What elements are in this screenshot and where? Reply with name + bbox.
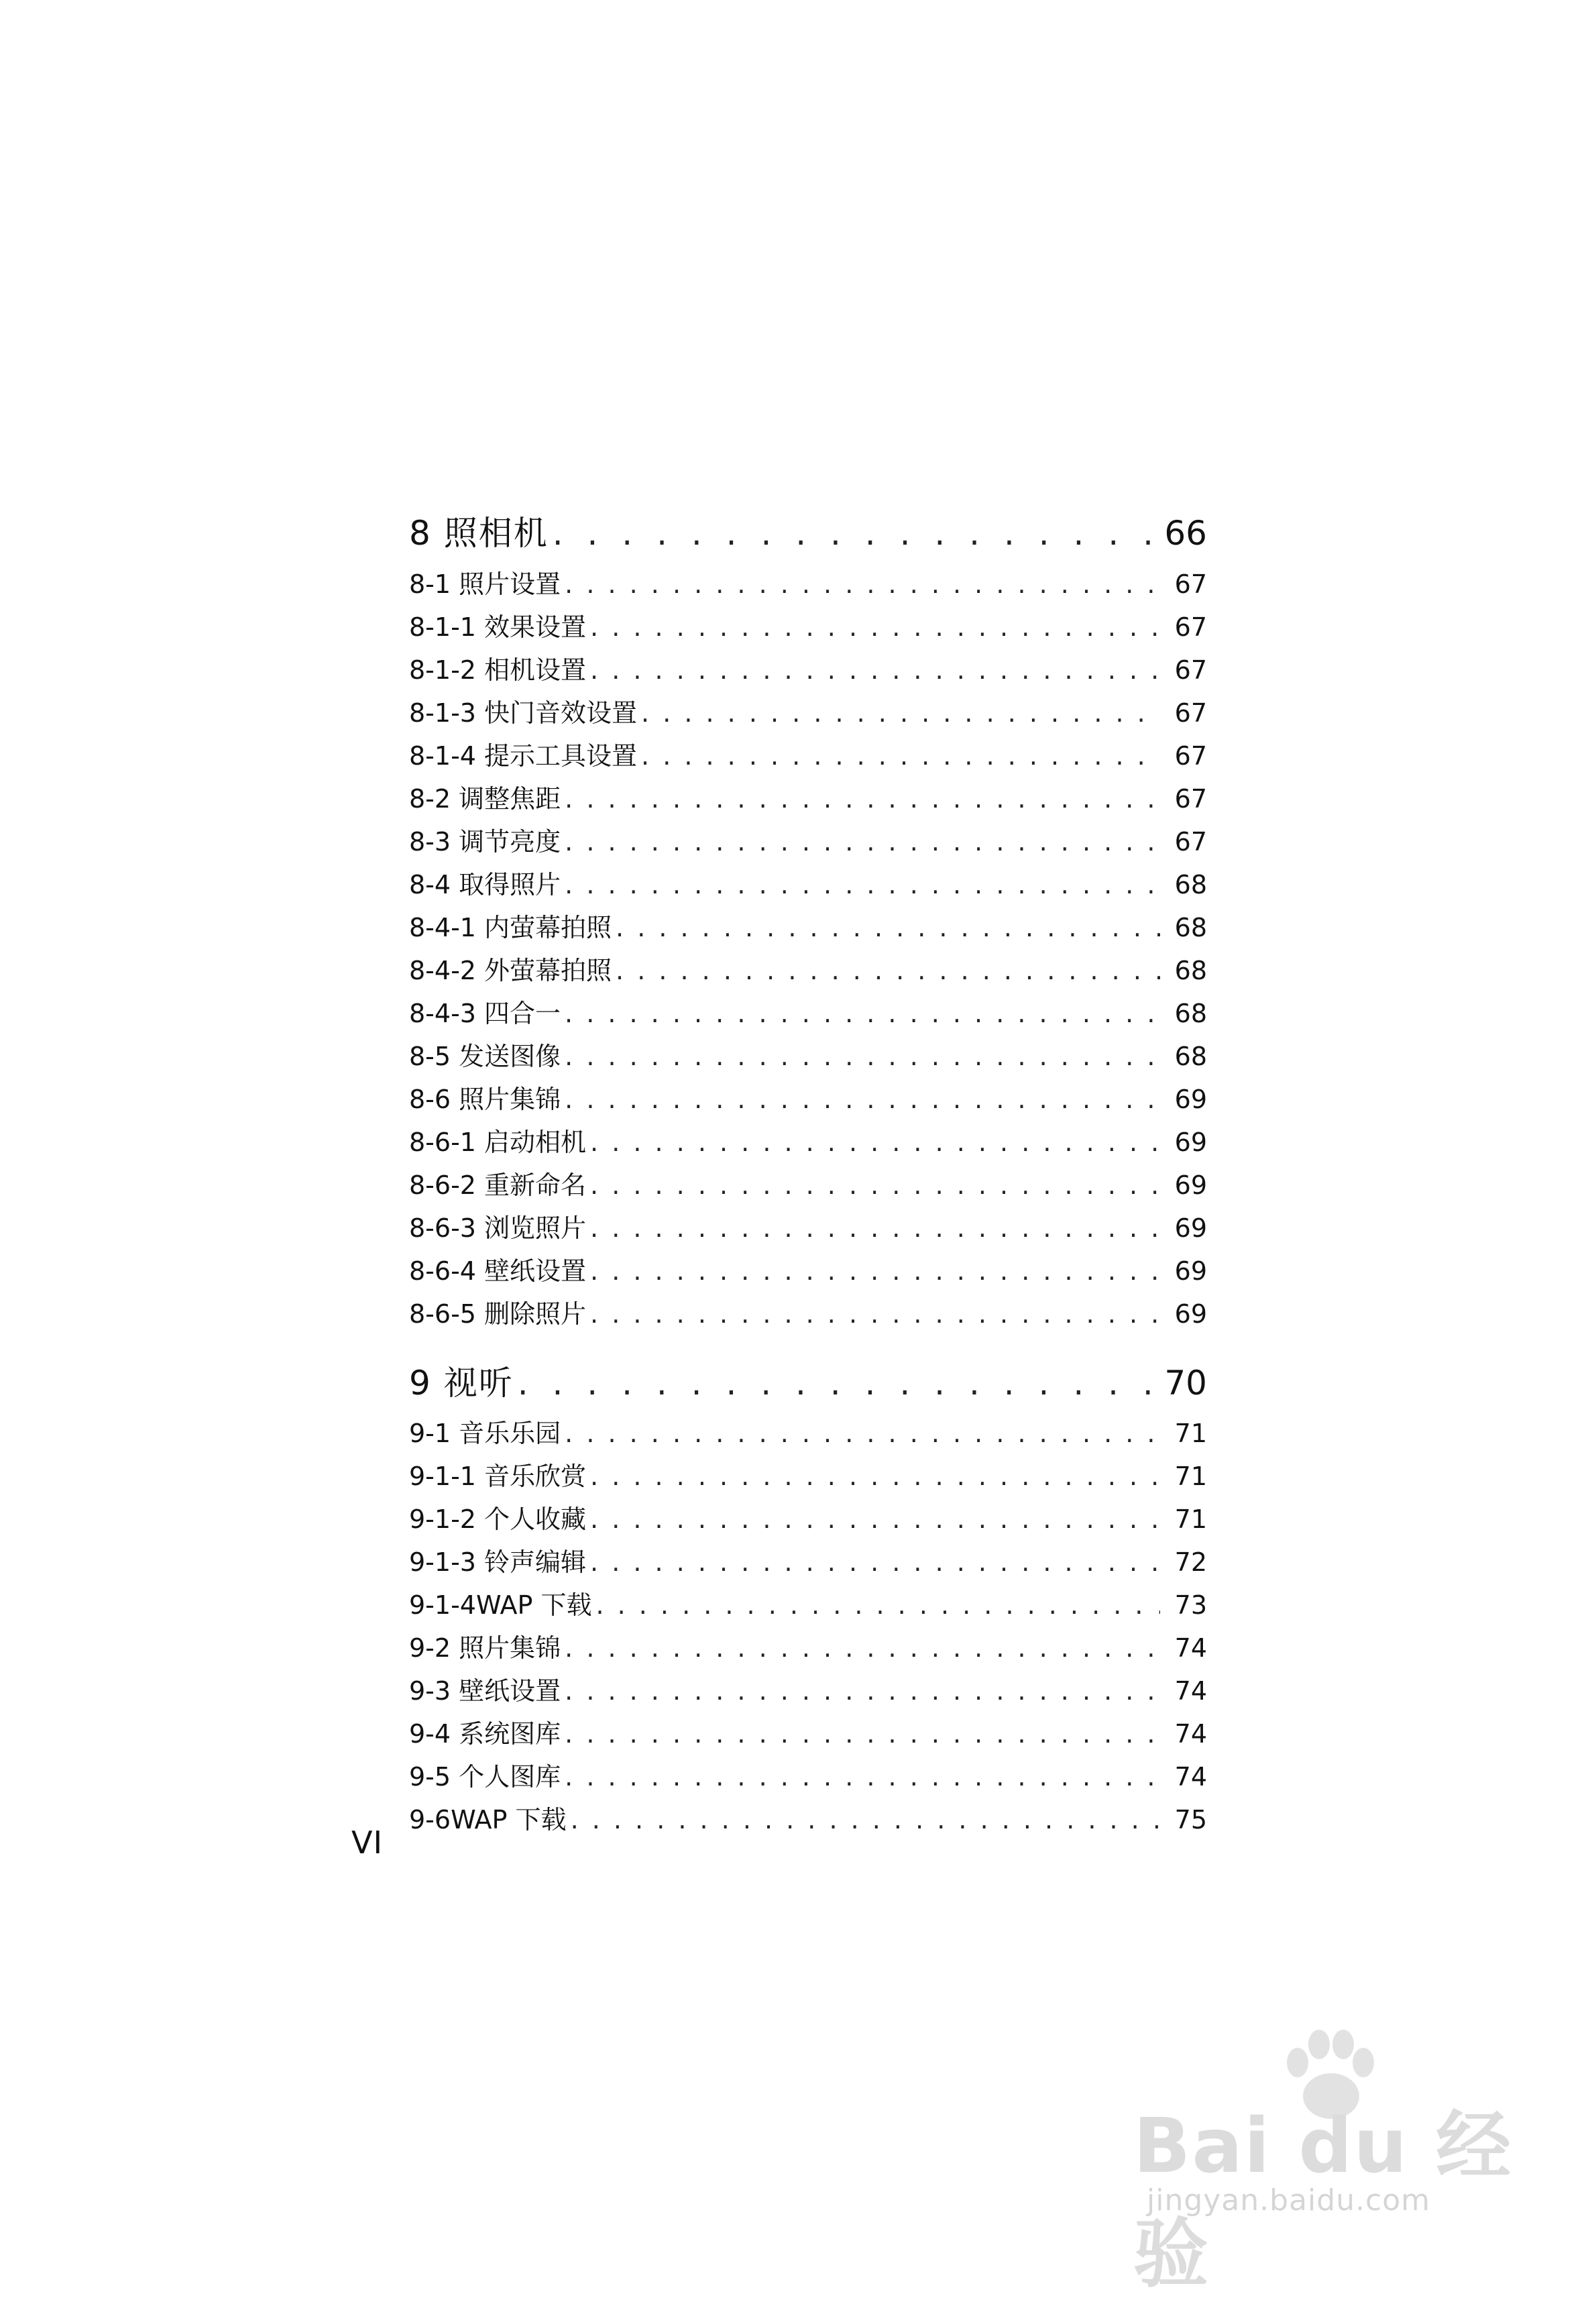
page-number: 74 — [1174, 1633, 1207, 1663]
toc-entry[interactable] — [409, 606, 1207, 649]
toc-entry[interactable] — [409, 649, 1207, 692]
page-number: 67 — [1174, 612, 1207, 642]
entry-title: 9-5 个人图库 — [409, 1762, 561, 1792]
toc-entry[interactable] — [409, 1164, 1207, 1207]
chapter-title: 9 视听 — [409, 1364, 514, 1403]
dot-leader — [590, 612, 1160, 642]
entry-title: 9-1-3 铃声编辑 — [409, 1547, 587, 1577]
page-number: 69 — [1174, 1299, 1207, 1329]
dot-leader — [553, 514, 1152, 553]
dot-leader — [565, 784, 1160, 814]
page-number: 74 — [1174, 1676, 1207, 1706]
page-number: 68 — [1174, 870, 1207, 899]
toc-entry[interactable] — [409, 1293, 1207, 1336]
page-number: 68 — [1174, 1042, 1207, 1071]
page-number: 69 — [1174, 1085, 1207, 1114]
entry-title: 8-4-2 外萤幕拍照 — [409, 956, 612, 985]
entry-title: 9-4 系统图库 — [409, 1719, 561, 1749]
page-number: 66 — [1164, 514, 1207, 553]
page-number: 71 — [1174, 1419, 1207, 1448]
page-number: 67 — [1174, 569, 1207, 599]
toc-entry[interactable] — [409, 1413, 1207, 1456]
toc-entry[interactable] — [409, 1670, 1207, 1713]
entry-title: 9-1-4WAP 下载 — [409, 1590, 592, 1620]
dot-leader — [565, 1676, 1160, 1706]
page-number: 69 — [1174, 1213, 1207, 1243]
entry-title: 8-6-2 重新命名 — [409, 1170, 587, 1200]
dot-leader — [571, 1805, 1160, 1834]
dot-leader — [565, 1719, 1160, 1749]
page-number: 71 — [1174, 1462, 1207, 1491]
entry-title: 8-1-3 快门音效设置 — [409, 698, 638, 728]
toc-entry[interactable] — [409, 563, 1207, 606]
toc-entry[interactable] — [409, 1756, 1207, 1799]
entry-title: 8-6 照片集锦 — [409, 1085, 561, 1114]
page-number: 68 — [1174, 956, 1207, 985]
toc-entry[interactable] — [409, 778, 1207, 821]
toc-entry[interactable] — [409, 1121, 1207, 1164]
page-number: 72 — [1174, 1547, 1207, 1577]
dot-leader — [565, 1085, 1160, 1114]
toc-entry[interactable] — [409, 993, 1207, 1036]
page-number: 68 — [1174, 913, 1207, 942]
entry-title: 9-1-1 音乐欣赏 — [409, 1462, 587, 1491]
page-folio: VI — [351, 1824, 384, 1861]
toc-entry[interactable] — [409, 692, 1207, 735]
dot-leader — [590, 1213, 1160, 1243]
dot-leader — [590, 1299, 1160, 1329]
page-number: 67 — [1174, 827, 1207, 857]
entry-title: 8-4 取得照片 — [409, 870, 561, 899]
dot-leader — [565, 569, 1160, 599]
dot-leader — [590, 1170, 1160, 1200]
page-number: 74 — [1174, 1762, 1207, 1792]
chapter-heading[interactable] — [409, 1356, 1207, 1410]
dot-leader — [565, 1419, 1160, 1448]
toc-entry[interactable] — [409, 1627, 1207, 1670]
entry-title: 8-6-5 删除照片 — [409, 1299, 587, 1329]
page-number: 69 — [1174, 1128, 1207, 1157]
watermark-url: jingyan.baidu.com — [1147, 2183, 1431, 2217]
toc-entry[interactable] — [409, 1584, 1207, 1627]
entry-title: 8-4-3 四合一 — [409, 999, 561, 1028]
toc-entry[interactable] — [409, 1799, 1207, 1842]
page-number: 75 — [1174, 1805, 1207, 1834]
entry-title: 8-1 照片设置 — [409, 569, 561, 599]
dot-leader — [616, 956, 1160, 985]
dot-leader — [590, 1128, 1160, 1157]
dot-leader — [565, 1633, 1160, 1663]
dot-leader — [590, 1256, 1160, 1286]
entry-title: 9-2 照片集锦 — [409, 1633, 561, 1663]
entry-title: 8-4-1 内萤幕拍照 — [409, 913, 612, 942]
toc-entry[interactable] — [409, 1250, 1207, 1293]
toc-entry[interactable] — [409, 907, 1207, 950]
entry-title: 8-1-1 效果设置 — [409, 612, 587, 642]
toc-entry[interactable] — [409, 1207, 1207, 1250]
dot-leader — [565, 1042, 1160, 1071]
chapter-title: 8 照相机 — [409, 514, 549, 553]
toc-entry[interactable] — [409, 1079, 1207, 1121]
toc-entry[interactable] — [409, 821, 1207, 864]
baidu-jingyan-watermark — [1133, 2026, 1549, 2298]
dot-leader — [565, 1762, 1160, 1792]
entry-title: 9-1 音乐乐园 — [409, 1419, 561, 1448]
toc-entry[interactable] — [409, 1541, 1207, 1584]
dot-leader — [590, 1504, 1160, 1534]
entry-title: 8-3 调节亮度 — [409, 827, 561, 857]
page-number: 67 — [1174, 741, 1207, 771]
entry-title: 9-1-2 个人收藏 — [409, 1504, 587, 1534]
dot-leader — [518, 1364, 1152, 1403]
dot-leader — [565, 827, 1160, 857]
page-number: 70 — [1164, 1364, 1207, 1403]
dot-leader — [641, 741, 1160, 771]
entry-title: 8-6-3 浏览照片 — [409, 1213, 587, 1243]
page-number: 69 — [1174, 1256, 1207, 1286]
toc-entry[interactable] — [409, 1456, 1207, 1498]
toc-entry[interactable] — [409, 864, 1207, 907]
entry-title: 8-1-4 提示工具设置 — [409, 741, 638, 771]
page-number: 71 — [1174, 1504, 1207, 1534]
page-number: 69 — [1174, 1170, 1207, 1200]
entry-title: 8-2 调整焦距 — [409, 784, 561, 814]
dot-leader — [565, 870, 1160, 899]
entry-title: 8-5 发送图像 — [409, 1042, 561, 1071]
toc-entry[interactable] — [409, 1713, 1207, 1756]
watermark-brand: Bai du 经验 — [1133, 2103, 1513, 2298]
dot-leader — [595, 1590, 1160, 1620]
entry-title: 9-6WAP 下载 — [409, 1805, 567, 1834]
chapter-heading[interactable] — [409, 506, 1207, 560]
dot-leader — [590, 655, 1160, 685]
toc-entry[interactable] — [409, 1036, 1207, 1079]
page-number: 68 — [1174, 999, 1207, 1028]
page-number: 67 — [1174, 784, 1207, 814]
page-number: 73 — [1174, 1590, 1207, 1620]
page-number: 67 — [1174, 655, 1207, 685]
dot-leader — [565, 999, 1160, 1028]
entry-title: 8-6-1 启动相机 — [409, 1128, 587, 1157]
entry-title: 8-1-2 相机设置 — [409, 655, 587, 685]
entry-title: 8-6-4 壁纸设置 — [409, 1256, 587, 1286]
page-number: 67 — [1174, 698, 1207, 728]
page-number: 74 — [1174, 1719, 1207, 1749]
toc-entry[interactable] — [409, 1498, 1207, 1541]
dot-leader — [641, 698, 1160, 728]
dot-leader — [616, 913, 1160, 942]
toc-entry[interactable] — [409, 950, 1207, 993]
dot-leader — [590, 1547, 1160, 1577]
entry-title: 9-3 壁纸设置 — [409, 1676, 561, 1706]
toc-entry[interactable] — [409, 735, 1207, 778]
dot-leader — [590, 1462, 1160, 1491]
